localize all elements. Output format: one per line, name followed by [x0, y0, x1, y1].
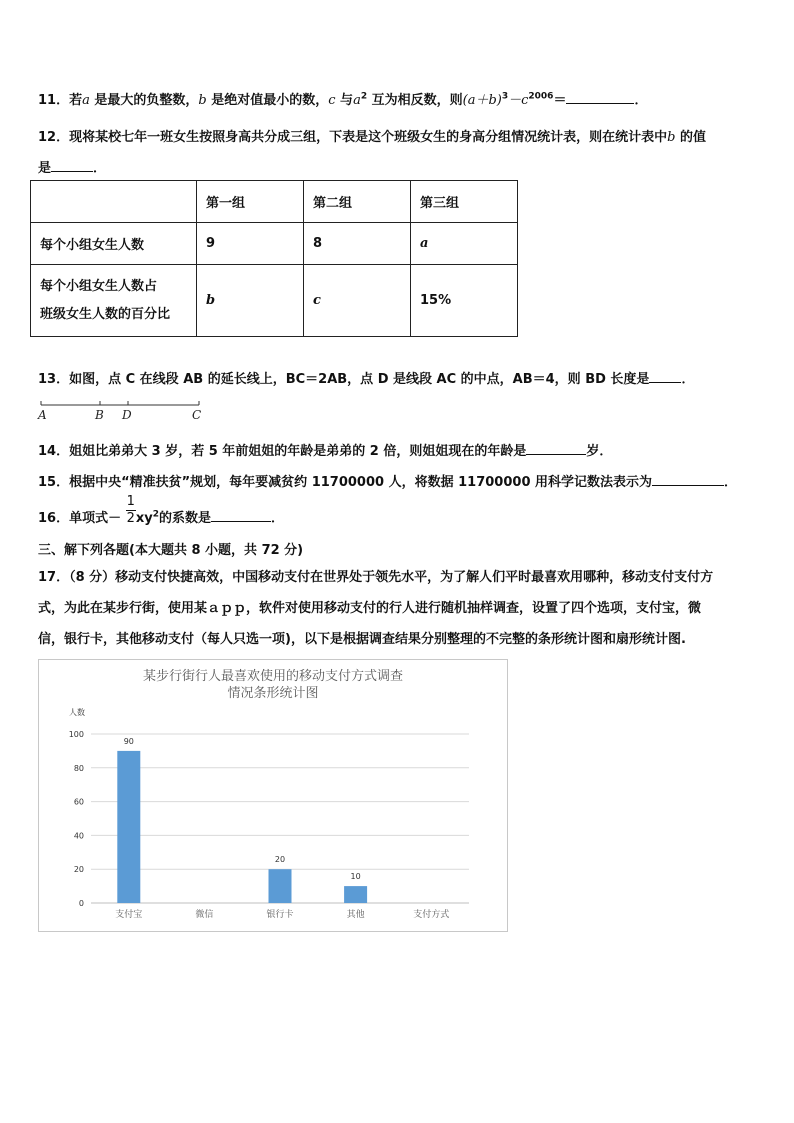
- x-axis-label: 支付方式: [413, 910, 450, 920]
- y-tick-label: 20: [73, 865, 84, 875]
- point-d-label: D: [122, 408, 132, 422]
- point-c-label: C: [192, 408, 202, 422]
- table-cell: 8: [304, 223, 411, 265]
- table-header: 第一组: [197, 181, 304, 223]
- question-12-line2: 是 ．: [38, 161, 107, 176]
- question-11: 11．若a 是最大的负整数，b 是绝对值最小的数，c 与$a^2$ 互为相反数，则$(a+b)^3-c^{2006}=$ ．: [38, 91, 648, 108]
- question-14: 14．姐姐比弟弟大 3 岁，若 5 年前姐姐的年龄是弟弟的 2 倍，则姐姐现在的年龄是 岁．: [38, 444, 613, 459]
- question-12-line1: 12．现将某校七年一班女生按照身高共分成三组，下表是这个班级女生的身高分组情况统计表，则在统计表中b 的值: [38, 130, 706, 145]
- row-label: 每个小组女生人数占 班级女生人数的百分比: [31, 265, 197, 337]
- point-b-label: B: [95, 408, 104, 422]
- question-17-line3: 信，银行卡，其他移动支付（每人只选一项)，以下是根据调查结果分别整理的不完整的条形统计图和扇形统计图.: [38, 632, 686, 647]
- question-13: 13．如图，点 C 在线段 AB 的延长线上，BC＝2AB，点 D 是线段 AC 的中点，AB＝4，则 BD 长度是 ．: [38, 372, 695, 387]
- table-cell: 9: [197, 223, 304, 265]
- bar-chart-container: [38, 659, 508, 932]
- answer-blank[interactable]: [51, 159, 93, 172]
- table-corner: [31, 181, 197, 223]
- table-cell: c: [304, 265, 411, 337]
- y-tick-label: 60: [73, 797, 84, 807]
- height-stats-table: [30, 180, 518, 337]
- section-heading: 三、解下列各题(本大题共 8 小题，共 72 分): [38, 543, 304, 558]
- question-15: 15．根据中央“精准扶贫”规划，每年要减贫约 11700000 人，将数据 11700000 用科学记数法表示为 ．: [38, 475, 738, 490]
- y-axis-label: 人数: [69, 708, 85, 717]
- bar: [344, 886, 367, 903]
- table-cell: 15%: [411, 265, 518, 337]
- bar-chart: [39, 660, 507, 931]
- answer-blank[interactable]: [649, 370, 681, 383]
- question-17-line1: 17．（8 分）移动支付快捷高效，中国移动支付在世界处于领先水平，为了解人们平时最喜欢用哪种，移动支付支付方: [38, 570, 714, 585]
- x-category-label: 支付宝: [115, 910, 143, 920]
- bar: [269, 869, 292, 903]
- line-segment-figure: [34, 397, 234, 427]
- table-cell: a: [411, 223, 518, 265]
- row-label: 每个小组女生人数: [31, 223, 197, 265]
- expr-sum-cubed: (a＋b): [462, 93, 502, 108]
- chart-subtitle: 情况条形统计图: [227, 686, 319, 701]
- bar-data-label: 10: [350, 872, 361, 882]
- table-header: 第三组: [411, 181, 518, 223]
- question-17-line2: 式，为此在某步行街，使用某ａｐｐ，软件对使用移动支付的行人进行随机抽样调查，设置了四个选项，支付宝，微: [38, 601, 702, 616]
- point-a-label: A: [38, 408, 47, 422]
- fraction-one-half: $\frac{1}{2}$: [126, 494, 135, 526]
- answer-blank[interactable]: [652, 473, 724, 486]
- y-tick-label: 80: [73, 763, 84, 773]
- table-header: 第二组: [304, 181, 411, 223]
- x-category-label: 银行卡: [266, 910, 294, 920]
- bar: [117, 751, 140, 903]
- answer-blank[interactable]: [211, 509, 271, 522]
- bar-data-label: 20: [274, 855, 286, 865]
- var-b: b: [198, 93, 207, 108]
- y-tick-label: 40: [73, 831, 84, 841]
- question-16: 16．单项式－ $\frac{1}{2}$ $xy^2$的系数是 ．: [38, 494, 285, 526]
- bar-data-label: 90: [123, 736, 134, 746]
- table-cell: b: [197, 265, 304, 337]
- y-tick-label: 0: [78, 899, 84, 908]
- answer-blank[interactable]: [566, 91, 634, 104]
- x-category-label: 微信: [195, 910, 214, 920]
- var-a: a: [82, 93, 90, 108]
- x-category-label: 其他: [346, 910, 365, 920]
- answer-blank[interactable]: [526, 442, 586, 455]
- chart-title: 某步行街行人最喜欢使用的移动支付方式调查: [142, 669, 404, 684]
- var-c: c: [328, 93, 336, 108]
- y-tick-label: 100: [68, 730, 84, 739]
